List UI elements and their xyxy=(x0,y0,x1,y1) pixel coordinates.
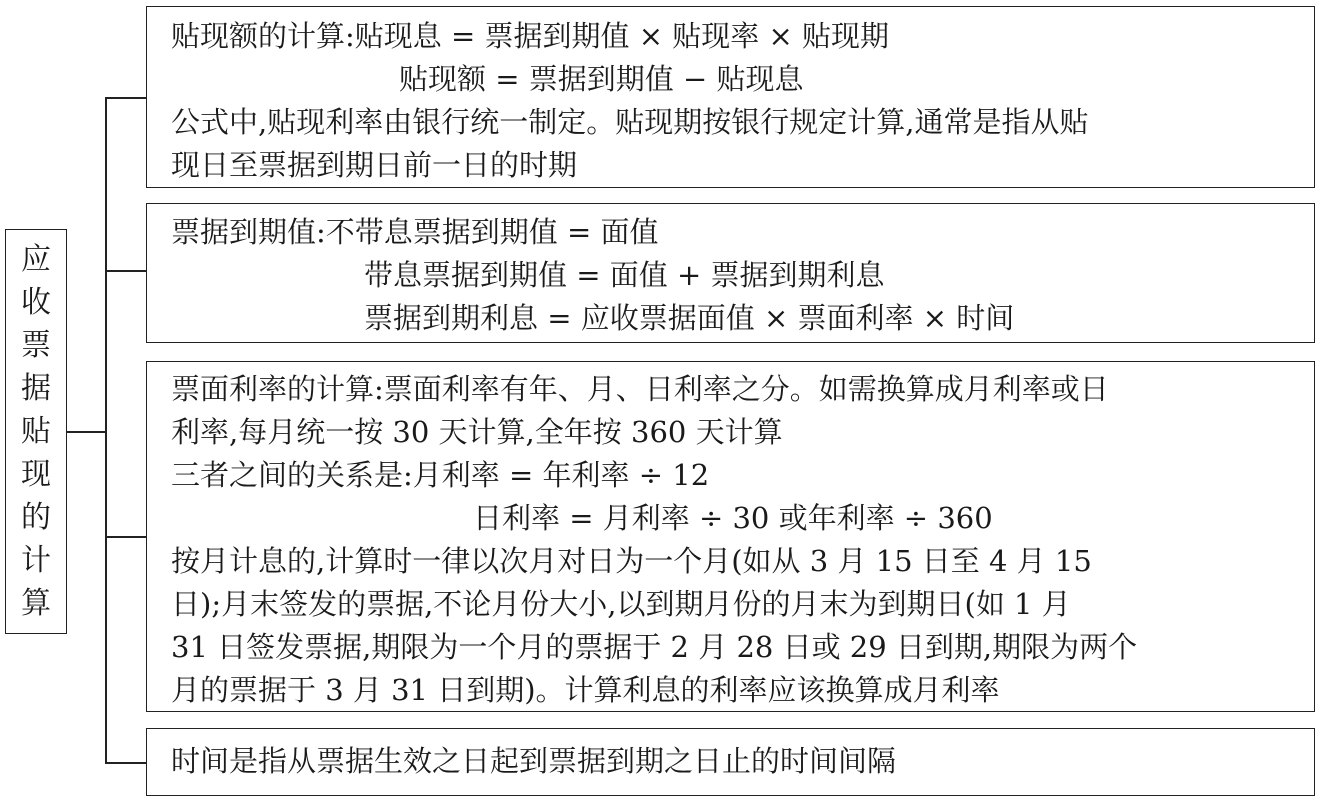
branch-line: 票据到期值:不带息票据到期值 = 面值 xyxy=(171,215,659,249)
branch-line: 利率,每月统一按 30 天计算,全年按 360 天计算 xyxy=(171,415,783,449)
root-title-char: 现 xyxy=(21,457,51,492)
branch-line: 票据到期利息 = 应收票据面值 × 票面利率 × 时间 xyxy=(364,301,1015,335)
root-title-char: 票 xyxy=(21,328,51,363)
branch-line: 票面利率的计算:票面利率有年、月、日利率之分。如需换算成月利率或日 xyxy=(171,372,1109,406)
root-title-char: 应 xyxy=(21,242,51,277)
branch-line: 时间是指从票据生效之日起到票据到期之日止的时间间隔 xyxy=(171,744,897,778)
root-title-char: 贴 xyxy=(21,414,51,449)
connector-branch-4 xyxy=(105,762,146,764)
branch-line: 31 日签发票据,期限为一个月的票据于 2 月 28 日或 29 日到期,期限为两个 xyxy=(171,630,1138,664)
root-node xyxy=(5,229,67,634)
branch-line: 日);月末签发的票据,不论月份大小,以到期月份的月末为到期日(如 1 月 xyxy=(171,587,1071,621)
branch-line: 三者之间的关系是:月利率 = 年利率 ÷ 12 xyxy=(171,458,710,492)
branch-line: 按月计息的,计算时一律以次月对日为一个月(如从 3 月 15 日至 4 月 15 xyxy=(171,544,1092,578)
branch-line: 月的票据于 3 月 31 日到期)。计算利息的利率应该换算成月利率 xyxy=(171,673,1000,707)
root-title-char: 据 xyxy=(21,371,51,406)
branch-line: 贴现额 = 票据到期值 − 贴现息 xyxy=(399,62,804,96)
connector-root-stub xyxy=(67,431,106,433)
branch-time-definition xyxy=(146,728,1315,796)
branch-line: 带息票据到期值 = 面值 + 票据到期利息 xyxy=(364,258,885,292)
branch-line: 现日至票据到期日前一日的时期 xyxy=(171,148,578,182)
root-title-char: 收 xyxy=(21,285,51,320)
root-title-char: 算 xyxy=(21,586,51,621)
branch-discount-calculation xyxy=(146,6,1315,188)
branch-line: 贴现额的计算:贴现息 = 票据到期值 × 贴现率 × 贴现期 xyxy=(171,19,889,53)
branch-line: 公式中,贴现利率由银行统一制定。贴现期按银行规定计算,通常是指从贴 xyxy=(171,105,1089,139)
connector-branch-1 xyxy=(105,97,146,99)
connector-branch-3 xyxy=(105,536,146,538)
connector-branch-2 xyxy=(105,270,146,272)
branch-line: 日利率 = 月利率 ÷ 30 或年利率 ÷ 360 xyxy=(473,501,993,535)
root-title-char: 计 xyxy=(21,543,51,578)
branch-maturity-value xyxy=(146,203,1315,343)
connector-trunk xyxy=(105,97,107,763)
root-title-char: 的 xyxy=(21,500,51,535)
branch-interest-rate xyxy=(146,361,1315,712)
